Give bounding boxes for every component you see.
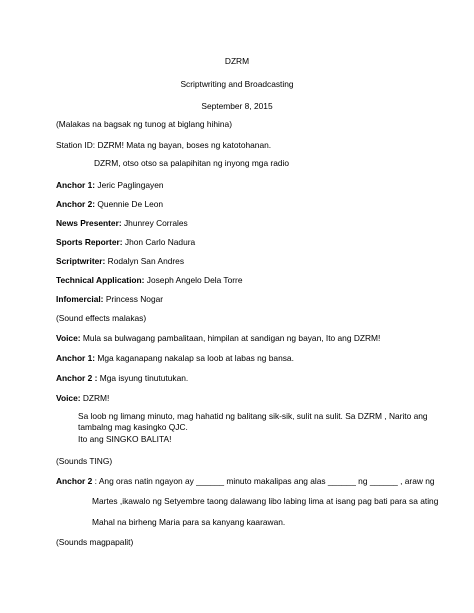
credit-sports-reporter	[56, 237, 195, 247]
anchor-label: Anchor 2	[56, 476, 93, 486]
credit-name: Rodalyn San Andres	[107, 256, 185, 266]
voice-block-line-1: Sa loob ng limang minuto, mag hahatid ng balitang sik-sik, sulit na sulit. Sa DZRM , Narito ang	[78, 411, 428, 421]
anchor-text: : Ang oras natin ngayon ay ______ minuto makalipas ang alas ______ ng ______ , araw ng	[94, 476, 435, 486]
credit-name: Jhunrey Corrales	[123, 218, 188, 228]
credit-anchor-1	[56, 180, 164, 190]
voice-block-line-3: Ito ang SINGKO BALITA!	[78, 434, 172, 444]
anchor-2-time-line-2: Martes ,ikawalo ng Setyembre taong dalawang libo labing lima at isang pag bati para sa ating	[92, 496, 439, 506]
credit-role: News Presenter:	[56, 218, 122, 228]
credit-name: Joseph Angelo Dela Torre	[146, 275, 243, 285]
anchor-2-time-line	[56, 476, 435, 486]
voice-line-2	[56, 393, 109, 403]
anchor-label: Anchor 1:	[56, 353, 96, 363]
anchor-2-line	[56, 373, 188, 383]
credit-name: Princess Nogar	[105, 294, 164, 304]
credit-name: Jeric Paglingayen	[97, 180, 164, 190]
sound-cue-3: (Sounds magpapalit)	[56, 537, 134, 547]
course-title: Scriptwriting and Broadcasting	[180, 79, 294, 89]
sound-cue-2: (Sounds TING)	[56, 456, 113, 466]
credit-role: Anchor 2:	[56, 199, 96, 209]
credit-role: Sports Reporter:	[56, 237, 123, 247]
anchor-label: Anchor 2 :	[56, 373, 98, 383]
voice-text: Mula sa bulwagang pambalitaan, himpilan at sandigan ng bayan, Ito ang DZRM!	[82, 333, 381, 343]
document-date: September 8, 2015	[201, 101, 273, 111]
anchor-2-time-line-3: Mahal na birheng Maria para sa kanyang kaarawan.	[92, 517, 286, 527]
anchor-1-line	[56, 353, 294, 363]
credit-infomercial	[56, 294, 163, 304]
credit-anchor-2	[56, 199, 163, 209]
credit-scriptwriter	[56, 256, 184, 266]
credit-name: Quennie De Leon	[97, 199, 164, 209]
opening-sound-cue: (Malakas na bagsak ng tunog at biglang hihina)	[56, 119, 232, 129]
sound-cue-1: (Sound effects malakas)	[56, 313, 147, 323]
anchor-text: Mga isyung tinututukan.	[99, 373, 189, 383]
station-id-text: DZRM! Mata ng bayan, boses ng katotohanan.	[97, 140, 272, 150]
station-id-label: Station ID:	[56, 140, 96, 150]
credit-role: Infomercial:	[56, 294, 104, 304]
credit-news-presenter	[56, 218, 188, 228]
credit-role: Technical Application:	[56, 275, 145, 285]
voice-label: Voice:	[56, 393, 81, 403]
credit-name: Jhon Carlo Nadura	[124, 237, 196, 247]
station-title: DZRM	[224, 56, 250, 66]
credit-technical-application	[56, 275, 243, 285]
voice-block-line-2: tambalng mag kasingko QJC.	[78, 422, 188, 432]
station-id-line-2: DZRM, otso otso sa palapihitan ng inyong mga radio	[94, 158, 290, 168]
anchor-text: Mga kaganapang nakalap sa loob at labas ng bansa.	[97, 353, 294, 363]
credit-role: Scriptwriter:	[56, 256, 106, 266]
voice-text: DZRM!	[82, 393, 110, 403]
voice-line-1	[56, 333, 380, 343]
station-id-line	[56, 140, 271, 150]
credit-role: Anchor 1:	[56, 180, 96, 190]
voice-label: Voice:	[56, 333, 81, 343]
